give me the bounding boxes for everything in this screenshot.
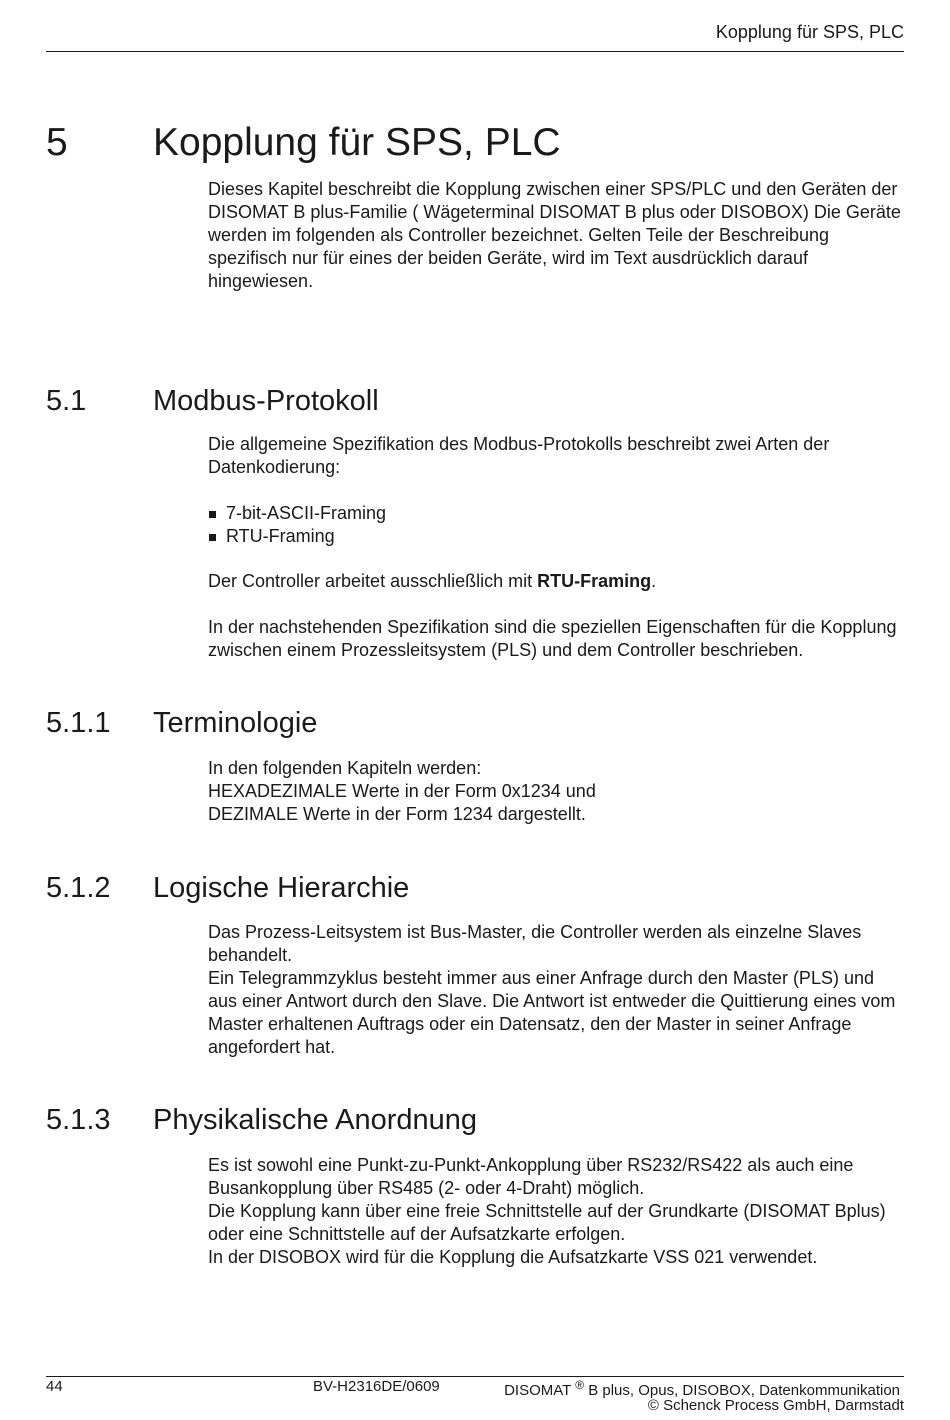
paragraph-text: Der Controller arbeitet ausschließlich mit — [208, 571, 538, 591]
section-title: Terminologie — [153, 707, 318, 739]
framing-list-block — [208, 502, 904, 548]
product-name: DISOMAT — [504, 1382, 572, 1399]
paragraph: Das Prozess-Leitsystem ist Bus-Master, die Controller werden als einzelne Slaves behandelt. — [208, 922, 862, 965]
chapter-intro — [208, 178, 904, 293]
paragraph: Die allgemeine Spezifikation des Modbus-Protokolls beschreibt zwei Arten der Datenkodierung: — [208, 434, 830, 477]
section-5-1-rtu-note — [208, 570, 904, 593]
paragraph-line: In den folgenden Kapiteln werden: — [208, 758, 482, 778]
list-item: 7-bit-ASCII-Framing — [208, 502, 904, 525]
paragraph-text: . — [651, 571, 657, 591]
section-heading-5-1-3 — [46, 1104, 904, 1140]
section-heading-5-1-1 — [46, 707, 904, 743]
section-5-1-2-body — [208, 921, 904, 1059]
page-number: 44 — [46, 1378, 63, 1395]
product-line — [504, 1378, 900, 1399]
section-5-1-intro — [208, 433, 904, 479]
chapter-title: Kopplung für SPS, PLC — [153, 121, 561, 164]
paragraph: Ein Telegrammzyklus besteht immer aus einer Anfrage durch den Master (PLS) und aus einer Antwort durch den Slave. Die Antwort ist entweder die Quittierung eines vom Master erhaltenen Auftrags oder ein Datensatz, den der Master in seiner Anfrage angefordert hat. — [208, 968, 896, 1057]
product-description: B plus, Opus, DISOBOX, Datenkommunikation — [584, 1382, 900, 1399]
section-number: 5.1.2 — [46, 872, 111, 904]
section-title: Modbus-Protokoll — [153, 385, 379, 417]
footer-divider — [46, 1376, 904, 1377]
paragraph: In der nachstehenden Spezifikation sind die speziellen Eigenschaften für die Kopplung zwischen einem Prozessleitsystem (PLS) und dem Controller beschrieben. — [208, 617, 897, 660]
paragraph: Die Kopplung kann über eine freie Schnittstelle auf der Grundkarte (DISOMAT Bplus) oder eine Schnittstelle auf der Aufsatzkarte erfolgen. — [208, 1201, 886, 1244]
header-divider — [46, 51, 904, 52]
section-number: 5.1.3 — [46, 1104, 111, 1136]
framing-list — [208, 502, 904, 548]
paragraph — [208, 570, 904, 593]
paragraph: In der DISOBOX wird für die Kopplung die Aufsatzkarte VSS 021 verwendet. — [208, 1247, 818, 1267]
chapter-number: 5 — [46, 121, 68, 164]
section-heading-5-1 — [46, 385, 904, 421]
list-item: RTU-Framing — [208, 525, 904, 548]
chapter-intro-text: Dieses Kapitel beschreibt die Kopplung zwischen einer SPS/PLC und den Geräten der DISOMAT B plus-Familie ( Wägeterminal DISOMAT B plus oder DISOBOX) Die Geräte werden im folgenden als Controller bezeichnet. Gelten Teile der Beschreibung spezifisch nur für eines der beiden Geräte, wird im Text ausdrücklich darauf hingewiesen. — [208, 179, 901, 291]
paragraph-line: DEZIMALE Werte in der Form 1234 dargestellt. — [208, 804, 586, 824]
copyright-notice: © Schenck Process GmbH, Darmstadt — [647, 1397, 904, 1414]
paragraph-line: HEXADEZIMALE Werte in der Form 0x1234 und — [208, 781, 596, 801]
section-title: Logische Hierarchie — [153, 872, 410, 904]
registered-mark: ® — [575, 1378, 585, 1392]
section-number: 5.1 — [46, 385, 87, 417]
section-heading-5-1-2 — [46, 872, 904, 908]
section-title: Physikalische Anordnung — [153, 1104, 478, 1136]
document-code: BV-H2316DE/0609 — [313, 1378, 440, 1395]
chapter-heading — [46, 121, 904, 167]
running-header-title: Kopplung für SPS, PLC — [715, 22, 904, 42]
section-5-1-3-body — [208, 1154, 904, 1269]
section-5-1-spec-note — [208, 616, 904, 662]
emphasis-text: RTU-Framing — [537, 571, 652, 591]
section-number: 5.1.1 — [46, 707, 111, 739]
section-5-1-1-body — [208, 757, 904, 826]
paragraph: Es ist sowohl eine Punkt-zu-Punkt-Ankopplung über RS232/RS422 als auch eine Busankopplung über RS485 (2- oder 4-Draht) möglich. — [208, 1155, 854, 1198]
